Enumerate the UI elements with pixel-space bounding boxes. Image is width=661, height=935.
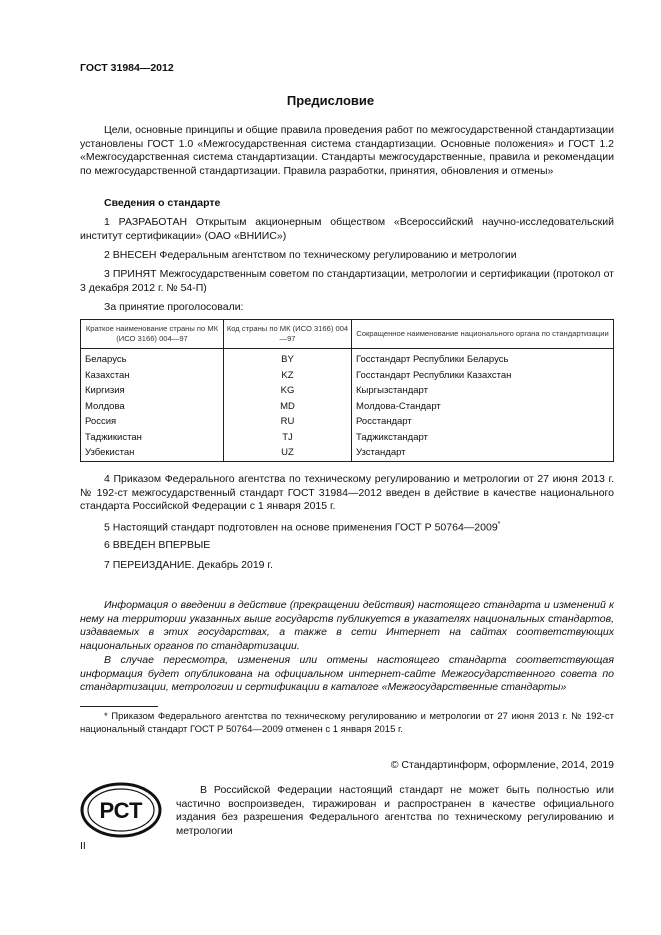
table-cell-code: MD xyxy=(224,399,352,415)
note-introduction: Информация о введении в действие (прекращении действия) настоящего стандарта и изменений к нему на территории указанных выше государств публикуется в указателях национальных стандартов, издаваемых в этих государствах, а также в сети Интернет на сайтах соответствующих национальных органов по стандартизации. xyxy=(80,599,614,652)
table-cell-code: TJ xyxy=(224,430,352,446)
table-cell-country: Узбекистан xyxy=(81,445,224,461)
item-basis xyxy=(80,518,614,535)
voted-label: За принятие проголосовали: xyxy=(104,301,244,313)
table-cell-country: Молдова xyxy=(81,399,224,415)
table-row xyxy=(81,399,614,415)
table-cell-body: Госстандарт Республики Беларусь xyxy=(352,349,614,368)
item-adopted: 3 ПРИНЯТ Межгосударственным советом по стандартизации, метрологии и сертификации (протокол от 3 декабря 2012 г. № 54-П) xyxy=(80,268,614,294)
footnote-mark: * xyxy=(497,521,501,528)
table-cell-country: Россия xyxy=(81,414,224,430)
table-cell-country: Беларусь xyxy=(81,349,224,368)
note-revision: В случае пересмотра, изменения или отмены настоящего стандарта соответствующая информация будет опубликована на официальном интернет-сайте Межгосударственного совета по стандартизации, метрологии и сертификации в каталоге «Межгосударственные стандарты» xyxy=(80,654,614,693)
table-cell-body: Кыргызстандарт xyxy=(352,383,614,399)
rst-logo-icon xyxy=(80,782,162,838)
rst-logo-graphic xyxy=(80,782,162,838)
table-header-code: Код страны по МК (ИСО 3166) 004—97 xyxy=(224,320,352,349)
table-row xyxy=(81,383,614,399)
page-number: II xyxy=(80,840,86,852)
copyright: © Стандартинформ, оформление, 2014, 2019 xyxy=(390,759,614,771)
item-basis-text: 5 Настоящий стандарт подготовлен на основе применения ГОСТ Р 50764—2009 xyxy=(104,521,498,534)
table-row xyxy=(81,430,614,446)
page-title: Предисловие xyxy=(286,93,375,108)
rst-logo-letters: РСТ xyxy=(99,798,143,823)
table-row xyxy=(81,445,614,461)
table-cell-body: Таджикстандарт xyxy=(352,430,614,446)
table-cell-code: KZ xyxy=(224,368,352,384)
document-id: ГОСТ 31984—2012 xyxy=(80,62,174,74)
table-cell-body: Росстандарт xyxy=(352,414,614,430)
table-row xyxy=(81,368,614,384)
item-first: 6 ВВЕДЕН ВПЕРВЫЕ xyxy=(104,539,211,551)
table-cell-body: Госстандарт Республики Казахстан xyxy=(352,368,614,384)
footnote-divider xyxy=(80,706,158,707)
table-cell-country: Казахстан xyxy=(81,368,224,384)
table-cell-country: Таджикистан xyxy=(81,430,224,446)
table-header-row xyxy=(81,320,614,349)
table-row xyxy=(81,414,614,430)
footnote-text: * Приказом Федерального агентства по техническому регулированию и метрологии от 27 июня 2013 г. № 192-ст национальный стандарт ГОСТ Р 50764—2009 отменен с 1 января 2015 г. xyxy=(80,711,614,735)
voting-table xyxy=(80,319,614,462)
table-cell-country: Киргизия xyxy=(81,383,224,399)
reproduction-notice: В Российской Федерации настоящий стандарт не может быть полностью или частично воспроизведен, тиражирован и распространен в качестве официального издания без разрешения Федерального агентства по техническому регулированию и метрологии xyxy=(176,784,614,837)
table-cell-body: Узстандарт xyxy=(352,445,614,461)
table-cell-code: RU xyxy=(224,414,352,430)
table-header-body: Сокращенное наименование национального органа по стандартизации xyxy=(352,320,614,349)
item-developed: 1 РАЗРАБОТАН Открытым акционерным обществом «Всероссийский научно-исследовательский институт сертификации» (ОАО «ВНИИС») xyxy=(80,216,614,242)
intro-paragraph: Цели, основные принципы и общие правила проведения работ по межгосударственной стандартизации установлены ГОСТ 1.0 «Межгосударственная система стандартизации. Основные положения» и ГОСТ 1.2 «Межгосударственная система стандартизации. Стандарты межгосударственные, правила и рекомендации по межгосударственной стандартизации. Правила разработки, принятия, обновления и отмены» xyxy=(80,124,614,177)
item-introduced: 2 ВНЕСЕН Федеральным агентством по техническому регулированию и метрологии xyxy=(104,249,517,261)
table-header-country: Краткое наименование страны по МК (ИСО 3166) 004—97 xyxy=(81,320,224,349)
table-cell-body: Молдова-Стандарт xyxy=(352,399,614,415)
table-cell-code: UZ xyxy=(224,445,352,461)
table-cell-code: BY xyxy=(224,349,352,368)
item-reissue: 7 ПЕРЕИЗДАНИЕ. Декабрь 2019 г. xyxy=(104,559,273,571)
item-enacted: 4 Приказом Федерального агентства по техническому регулированию и метрологии от 27 июня 2013 г. № 192-ст межгосударственный стандарт ГОСТ 31984—2012 введен в действие в качестве национального стандарта Российской Федерации с 1 января 2015 г. xyxy=(80,473,614,512)
table-row xyxy=(81,349,614,368)
info-heading: Сведения о стандарте xyxy=(104,197,221,209)
table-cell-code: KG xyxy=(224,383,352,399)
